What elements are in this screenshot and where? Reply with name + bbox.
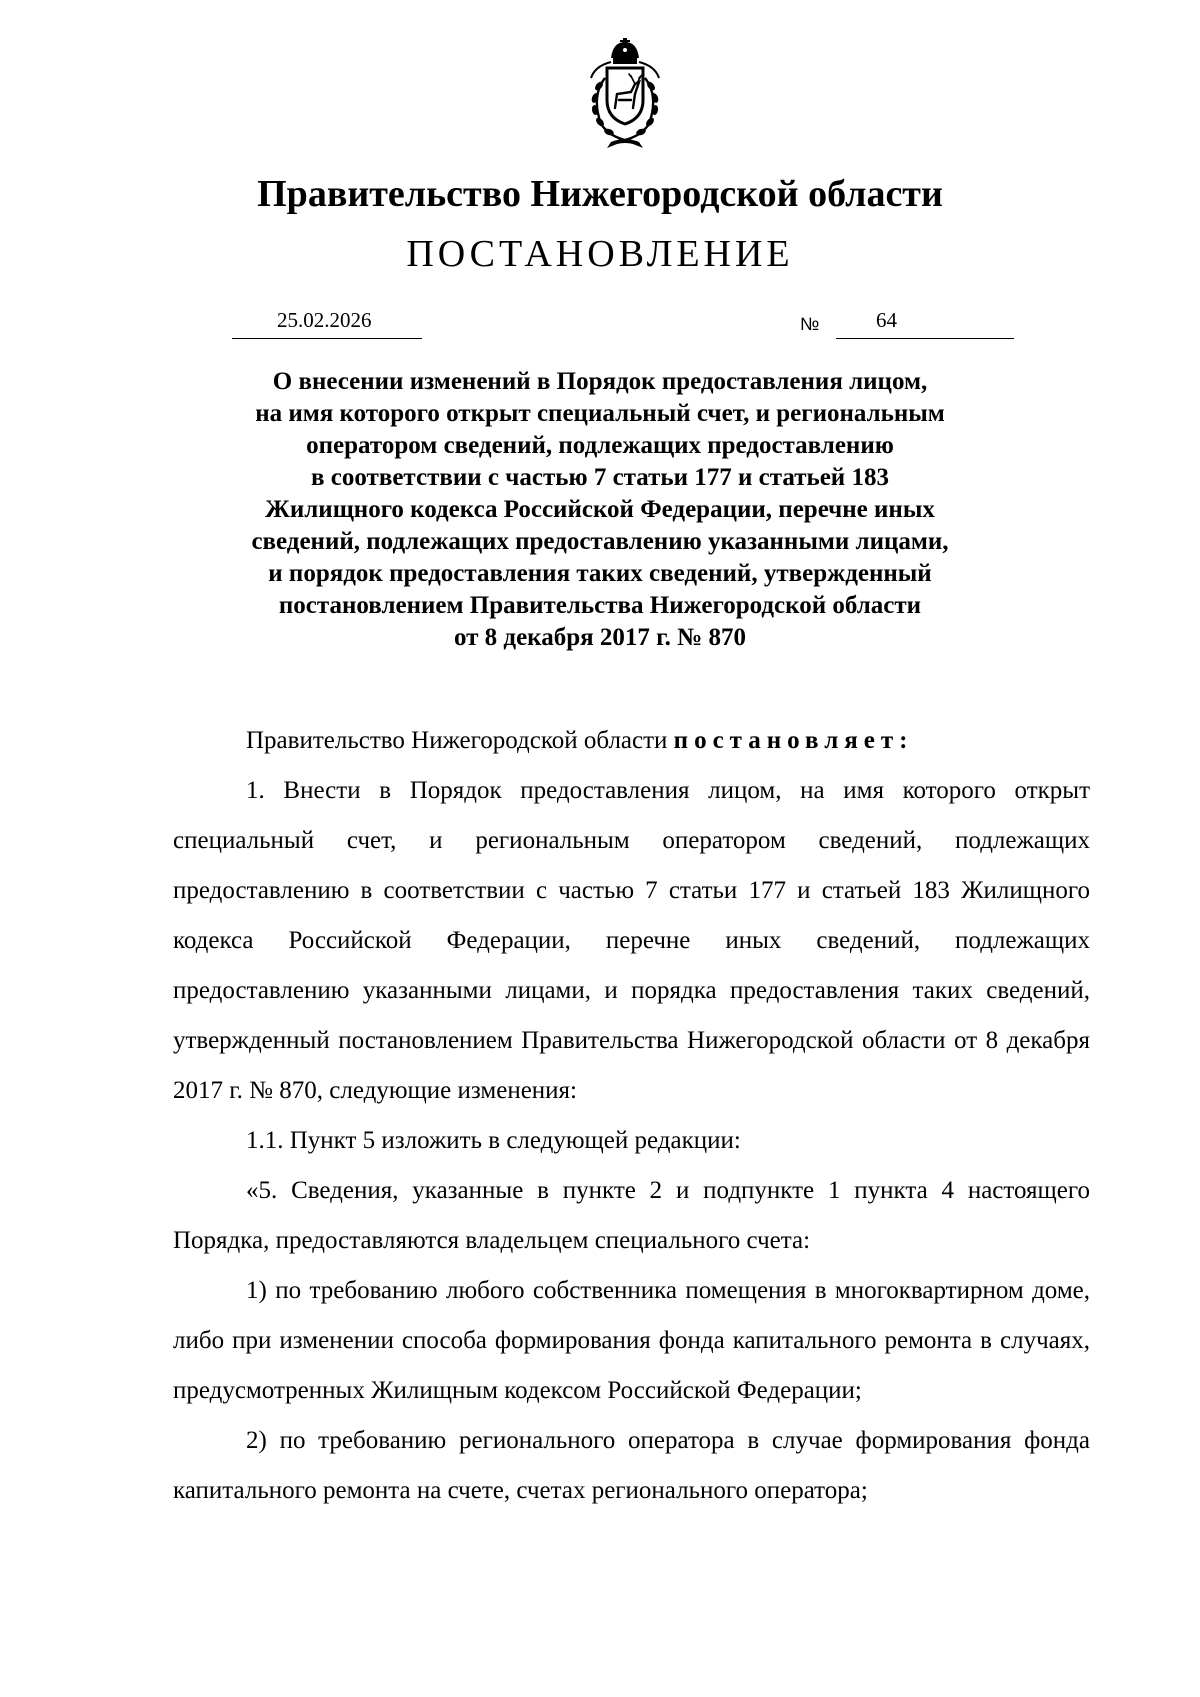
- subject-line: в соответствии с частью 7 статьи 177 и статьей 183: [311, 464, 889, 491]
- subject-line: оператором сведений, подлежащих предоставлению: [306, 432, 894, 459]
- document-date-field: [232, 306, 422, 339]
- preamble-paragraph: [173, 716, 1090, 766]
- item-1-paragraph: 1. Внести в Порядок предоставления лицом, на имя которого открыт специальный счет, и региональным оператором сведений, подлежащих предоставлению в соответствии с частью 7 статьи 177 и статьей 183 Жилищного кодекса Российской Федерации, перечне иных сведений, подлежащих предоставлению указанными лицами, и порядка предоставления таких сведений, утвержденный постановлением Правительства Нижегородской области от 8 декабря 2017 г. № 870, следующие изменения:: [173, 777, 1090, 1104]
- document-body: [173, 766, 1090, 1516]
- document-number-field: [836, 306, 1014, 339]
- number-label: №: [800, 314, 820, 334]
- document-type: ПОСТАНОВЛЕНИЕ: [406, 233, 794, 275]
- subject-line: О внесении изменений в Порядок предоставления лицом,: [272, 368, 928, 395]
- document-number: 64: [876, 308, 897, 332]
- decree-word: постановляет:: [673, 727, 914, 754]
- document-date: 25.02.2026: [277, 308, 372, 332]
- subject-line: от 8 декабря 2017 г. № 870: [453, 624, 747, 651]
- preamble-text: Правительство Нижегородской области: [246, 727, 674, 754]
- item-5-paragraph: «5. Сведения, указанные в пункте 2 и подпункте 1 пункта 4 настоящего Порядка, предоставляются владельцем специального счета:: [173, 1177, 1090, 1254]
- subject-line: сведений, подлежащих предоставлению указанными лицами,: [251, 528, 949, 555]
- organization-name: Правительство Нижегородской области: [257, 173, 943, 215]
- subject-line: Жилищного кодекса Российской Федерации, перечне иных: [265, 496, 935, 523]
- document-subject: [180, 366, 1020, 654]
- subject-line: на имя которого открыт специальный счет, и региональным: [255, 400, 945, 427]
- subitem-1-paragraph: 1) по требованию любого собственника помещения в многоквартирном доме, либо при изменении способа формирования фонда капитального ремонта в случаях, предусмотренных Жилищным кодексом Российской Федерации;: [173, 1277, 1090, 1404]
- subject-line: постановлением Правительства Нижегородской области: [278, 592, 922, 619]
- subject-line: и порядок предоставления таких сведений, утвержденный: [268, 560, 932, 587]
- preamble: [173, 716, 1090, 766]
- subitem-2-paragraph: 2) по требованию регионального оператора в случае формирования фонда капитального ремонта на счете, счетах регионального оператора;: [173, 1427, 1090, 1504]
- item-1-1-paragraph: 1.1. Пункт 5 изложить в следующей редакции:: [246, 1127, 741, 1154]
- coat-of-arms-icon: [575, 38, 675, 150]
